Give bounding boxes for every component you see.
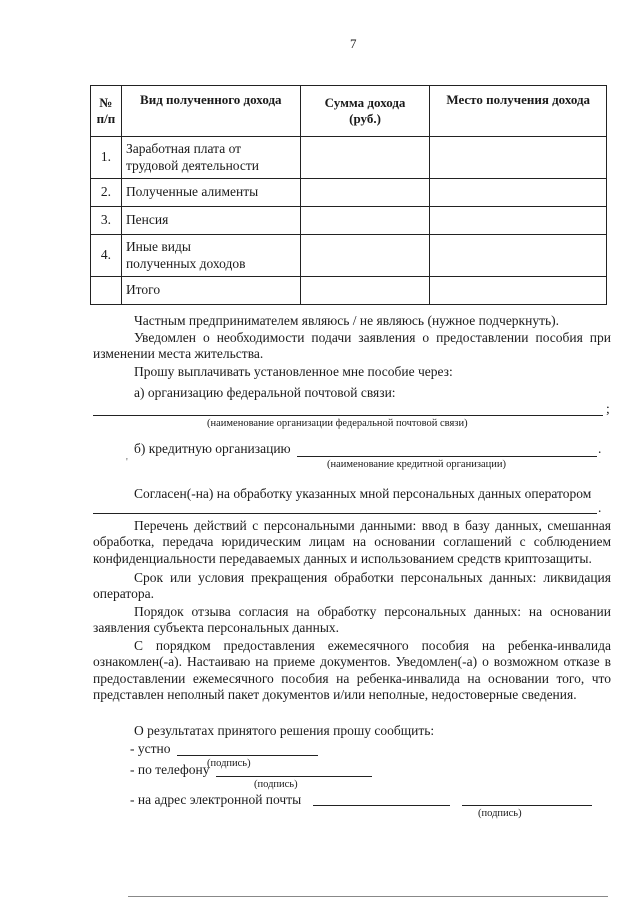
payment-request-text: Прошу выплачивать установленное мне пособие через: <box>134 364 453 379</box>
consent-revoke-paragraph: Порядок отзыва согласия на обработку персональных данных: на основании заявления субъекта персональных данных. <box>93 604 611 636</box>
result-request-text: О результатах принятого решения прошу сообщить: <box>134 723 435 738</box>
page-bottom-edge <box>128 896 608 897</box>
row-income-type: Пенсия <box>121 207 300 235</box>
row-number: 1. <box>91 137 122 179</box>
credit-organization-caption: (наименование кредитной организации) <box>327 459 506 470</box>
postal-organization-caption: (наименование организации федеральной почтовой связи) <box>207 418 468 429</box>
postal-organization-field[interactable] <box>93 415 603 416</box>
row-income-type: Иные виды полученных доходов <box>121 235 300 277</box>
row-number <box>91 277 122 305</box>
postal-option-label: а) организацию федеральной почтовой связи: <box>134 385 396 400</box>
consent-text: Согласен(-на) на обработку указанных мной персональных данных оператором <box>134 486 592 501</box>
processing-term-paragraph: Срок или условия прекращения обработки персональных данных: ликвидация оператора. <box>93 570 611 602</box>
email-address-field[interactable] <box>313 805 450 806</box>
row-number: 2. <box>91 179 122 207</box>
phone-signature-field[interactable] <box>216 776 372 777</box>
row-income-type: Заработная плата от трудовой деятельности <box>121 137 300 179</box>
operator-name-field[interactable] <box>93 513 597 514</box>
row-income-sum <box>300 137 430 179</box>
relocation-notice-text: Уведомлен о необходимости подачи заявления о предоставлении пособия при изменении места жительства. <box>93 330 611 362</box>
header-income-sum: Сумма дохода (руб.) <box>300 86 430 137</box>
row-income-sum <box>300 179 430 207</box>
acquainted-paragraph: С порядком предоставления ежемесячного пособия на ребенка-инвалида ознакомлен(-а). Настаиваю на приеме документов. Уведомлен(-а) о возможном отказе в предоставлении ежемесячного пособия на ребенка-инвалида на основании того, что представлен неполный пакет документов и/или неполные, недостоверные сведения. <box>93 638 611 703</box>
header-number: № п/п <box>91 86 122 137</box>
email-option-label: - на адрес электронной почты <box>130 792 302 807</box>
table-row-total <box>91 277 607 305</box>
row-income-sum <box>300 207 430 235</box>
table-header-row <box>91 86 607 137</box>
table-row <box>91 137 607 179</box>
credit-option-label: б) кредитную организацию <box>134 441 291 456</box>
income-table <box>90 85 607 305</box>
table-row <box>91 179 607 207</box>
phone-option-label: - по телефону <box>130 762 210 777</box>
row-number: 3. <box>91 207 122 235</box>
row-income-place <box>430 235 607 277</box>
scan-speck: ' <box>126 457 128 468</box>
page-number: 7 <box>350 36 357 51</box>
consent-period: . <box>598 500 602 515</box>
oral-signature-field[interactable] <box>177 755 318 756</box>
row-number: 4. <box>91 235 122 277</box>
email-signature-caption: (подпись) <box>478 808 522 819</box>
header-income-type: Вид полученного дохода <box>121 86 300 137</box>
phone-signature-caption: (подпись) <box>254 779 298 790</box>
header-income-place: Место получения дохода <box>430 86 607 137</box>
table-row <box>91 235 607 277</box>
row-income-place <box>430 179 607 207</box>
table-row <box>91 207 607 235</box>
postal-option-semicolon: ; <box>606 401 610 416</box>
entrepreneur-status-text: Частным предпринимателем являюсь / не являюсь (нужное подчеркнуть). <box>134 313 560 328</box>
email-signature-field[interactable] <box>462 805 592 806</box>
row-income-place <box>430 207 607 235</box>
data-actions-paragraph: Перечень действий с персональными данными: ввод в базу данных, смешанная обработка, передача юридическим лицам на основании соглашений с соблюдением конфиденциальности передаваемых данных и использованием средств криптозащиты. <box>93 518 611 566</box>
credit-organization-field[interactable] <box>297 456 597 457</box>
row-income-type: Итого <box>121 277 300 305</box>
row-income-place <box>430 277 607 305</box>
row-income-type: Полученные алименты <box>121 179 300 207</box>
credit-option-period: . <box>598 441 602 456</box>
row-income-sum <box>300 235 430 277</box>
oral-option-label: - устно <box>130 741 171 756</box>
row-income-sum <box>300 277 430 305</box>
oral-signature-caption: (подпись) <box>207 758 251 769</box>
row-income-place <box>430 137 607 179</box>
